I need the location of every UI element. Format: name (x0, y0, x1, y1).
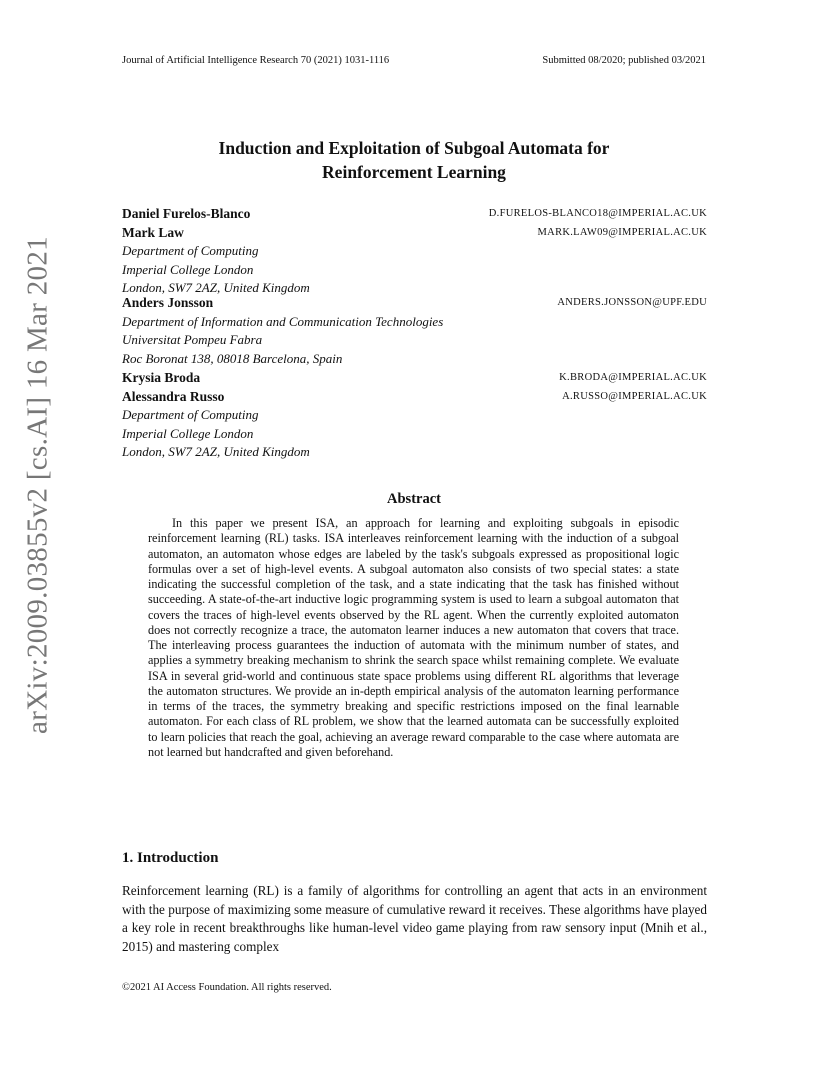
affiliation-line: Department of Computing (122, 243, 259, 258)
author-email[interactable]: D.FURELOS-BLANCO18@IMPERIAL.AC.UK (488, 208, 707, 219)
title-line-1: Induction and Exploitation of Subgoal Automata for (218, 138, 610, 158)
section-heading-introduction: 1. Introduction (122, 850, 219, 866)
copyright-footer: ©2021 AI Access Foundation. All rights reserved. (122, 982, 332, 993)
title-line-2: Reinforcement Learning (322, 162, 506, 182)
author-name: Anders Jonsson (122, 295, 214, 310)
intro-paragraph: Reinforcement learning (RL) is a family of algorithms for controlling an agent that acts in an environment with the purpose of maximizing some measure of cumulative reward it receives. These algorithms have played a key role in recent breakthroughs like human-level video game playing from raw sensory input (Mnih et al., 2015) and mastering complex (122, 883, 707, 954)
abstract-heading: Abstract (387, 491, 441, 507)
author-group-2 (122, 294, 707, 368)
author-email[interactable]: ANDERS.JONSSON@UPF.EDU (557, 297, 707, 308)
author-email[interactable]: MARK.LAW09@IMPERIAL.AC.UK (537, 226, 707, 238)
author-name: Alessandra Russo (122, 388, 225, 404)
author-group-1 (122, 205, 707, 298)
author-name: Daniel Furelos-Blanco (122, 206, 251, 221)
affiliation-line: Imperial College London (122, 425, 254, 441)
affiliation-line: Roc Boronat 138, 08018 Barcelona, Spain (122, 350, 343, 366)
affiliation-line: Universitat Pompeu Fabra (122, 332, 263, 347)
author-name: Krysia Broda (122, 370, 201, 385)
affiliation-line: Department of Information and Communication Technologies (122, 313, 444, 329)
author-email[interactable]: A.RUSSO@IMPERIAL.AC.UK (562, 390, 707, 402)
affiliation-line: Imperial College London (122, 261, 254, 277)
affiliation-line: London, SW7 2AZ, United Kingdom (122, 280, 310, 295)
affiliation-line: Department of Computing (122, 407, 259, 422)
abstract-body: In this paper we present ISA, an approach for learning and exploiting subgoals in episodic reinforcement learning (RL) tasks. ISA interleaves reinforcement learning with the induction of a subgoal automaton, an automaton whose edges are labeled by the task's subgoals expressed as propositional logic formulas over a set of high-level events. A subgoal automaton also consists of two special states: a state indicating the successful completion of the task, and a state indicating that the task has finished without succeeding. A state-of-the-art inductive logic programming system is used to learn a subgoal automaton that covers the traces of high-level events observed by the RL agent. When the currently exploited automaton does not correctly recognize a trace, the automaton learner induces a new automaton that covers that trace. The interleaving process guarantees the induction of automata with the minimum number of states, and applies a symmetry breaking mechanism to shrink the search space whilst remaining complete. We evaluate ISA in several grid-world and continuous state space problems using different RL algorithms that leverage the automaton structures. We provide an in-depth empirical analysis of the automaton learning performance in terms of the traces, the symmetry breaking and specific restrictions imposed on the final learnable automaton. For each class of RL problem, we show that the learned automata can be successfully exploited to learn policies that reach the goal, achieving an average reward comparable to the case where automata are not learned but handcrafted and given beforehand. (148, 516, 679, 759)
affiliation-line: London, SW7 2AZ, United Kingdom (122, 444, 310, 459)
journal-header: Journal of Artificial Intelligence Research 70 (2021) 1031-1116 (122, 55, 390, 66)
author-group-3 (122, 369, 707, 462)
arxiv-stamp: arXiv:2009.03855v2 [cs.AI] 16 Mar 2021 (21, 236, 54, 734)
paper-title (0, 136, 828, 184)
author-name: Mark Law (122, 224, 184, 240)
submission-dates: Submitted 08/2020; published 03/2021 (542, 55, 706, 66)
author-email[interactable]: K.BRODA@IMPERIAL.AC.UK (559, 372, 707, 383)
